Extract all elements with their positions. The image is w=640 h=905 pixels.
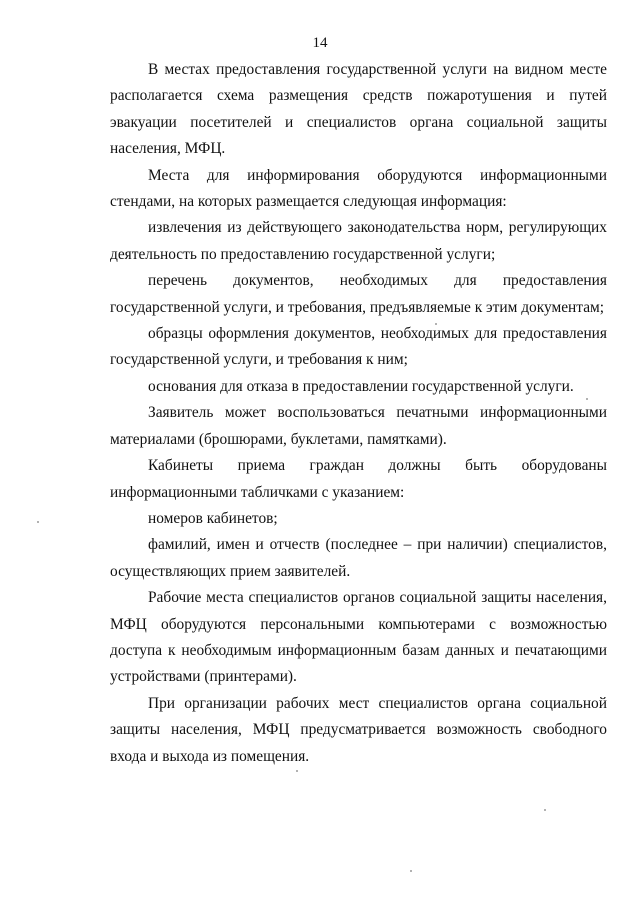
list-item-refusal-grounds: основания для отказа в предоставлении государственной услуги.	[148, 377, 574, 395]
paragraph-workplaces-equipment: Рабочие места специалистов органов социальной защиты населения, МФЦ оборудуются персональными компьютерами с возможностью доступа к необходимым информационным базам данных и печатающими устройствами (принтерами).	[110, 589, 607, 686]
paragraph-office-plates: Кабинеты приема граждан должны быть оборудованы информационными табличками с указанием:	[110, 457, 607, 501]
paragraph-free-access: При организации рабочих мест специалистов органа социальной защиты населения, МФЦ предусматривается возможность свободного входа и выхода из помещения.	[110, 694, 607, 765]
list-item-documents-list: перечень документов, необходимых для предоставления государственной услуги, и требования, предъявляемые к этим документам;	[110, 272, 607, 316]
scan-speck	[37, 521, 39, 523]
paragraph-evacuation-scheme: В местах предоставления государственной услуги на видном месте располагается схема размещения средств пожаротушения и путей эвакуации посетителей и специалистов органа социальной защиты населения, МФЦ.	[110, 61, 607, 158]
page-number: 14	[312, 35, 328, 51]
scan-speck	[586, 398, 588, 400]
list-item-legislation-extracts: извлечения из действующего законодательства норм, регулирующих деятельность по предоставлению государственной услуги;	[110, 219, 607, 263]
scan-speck	[410, 870, 412, 872]
scan-speck	[296, 770, 298, 772]
paragraph-info-stands: Места для информирования оборудуются информационными стендами, на которых размещается следующая информация:	[110, 166, 607, 211]
scan-speck	[435, 323, 437, 325]
paragraph-printed-materials: Заявитель может воспользоваться печатными информационными материалами (брошюрами, буклетами, памятками).	[110, 404, 607, 448]
list-item-document-samples: образцы оформления документов, необходимых для предоставления государственной услуги, и требования к ним;	[110, 325, 607, 369]
document-body	[110, 57, 607, 770]
list-item-specialist-names: фамилий, имен и отчеств (последнее – при наличии) специалистов, осуществляющих прием заявителей.	[110, 536, 607, 580]
scan-speck	[544, 809, 546, 811]
list-item-office-numbers: номеров кабинетов;	[148, 509, 278, 527]
